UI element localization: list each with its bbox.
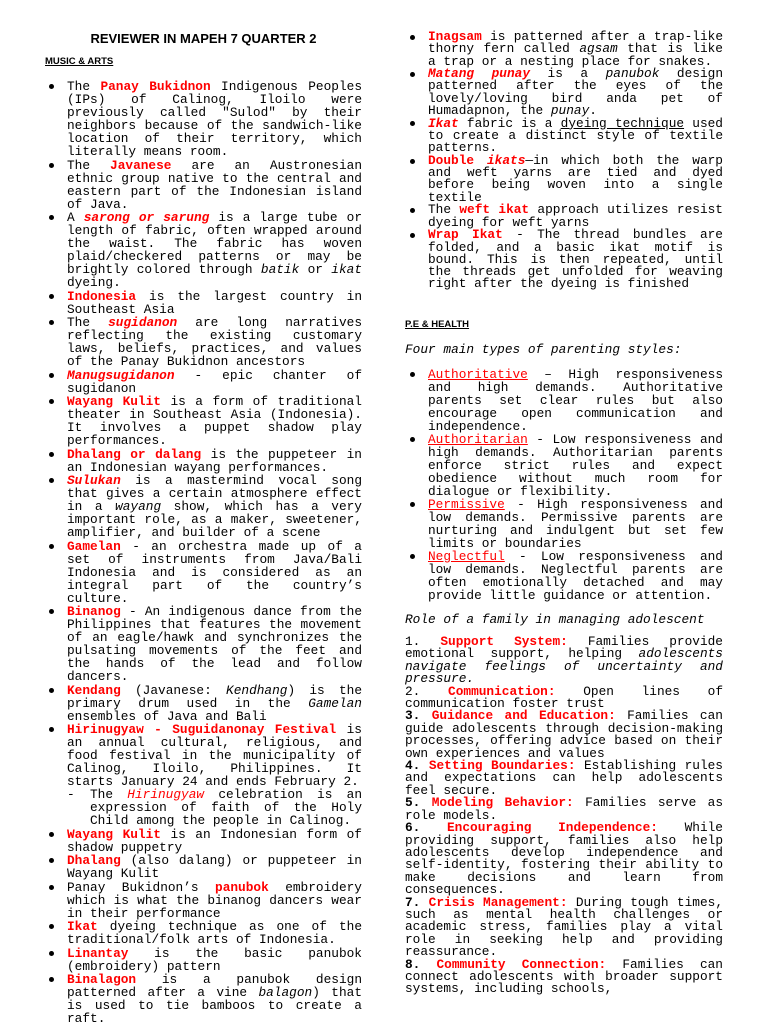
text-run: 2. [405,683,449,699]
text-run: embroidery which is what the binanog dancers wear in their performance [67,879,362,921]
text-run: is a panubok design patterned after a vine [67,972,362,1000]
key-term: Javanese [110,157,172,173]
text-run: 6. [405,820,447,836]
text-run: agsam [579,41,618,57]
list-item [67,540,362,605]
text-run: ) is the primary drum used in the [67,682,363,711]
text-run: or [299,262,332,277]
bullet-icon [410,121,415,126]
key-term: Ikat [428,115,459,131]
key-term: Wayang Kulit [67,826,161,842]
list-item [428,229,723,290]
list-item [428,204,723,229]
text-run: are long narratives reflecting the existing customary laws, beliefs, practices, and values of the Panay Bukidnon ancestors [67,315,362,369]
key-term: Wrap Ikat [428,227,503,243]
list-item [405,956,723,997]
text-run: dyeing. [67,275,121,290]
text-run: is the largest country in Southeast Asia [67,288,362,317]
list-item [405,797,723,822]
bullet-icon [49,544,54,549]
bullet-icon [49,832,54,837]
list-item [67,395,362,447]
bullet-icon [49,452,54,457]
text-run: is an Indonesian form of shadow puppetry [67,826,362,855]
list-item [67,684,362,723]
text-run: (Javanese: [120,682,227,698]
list-item [67,316,362,368]
list-item [428,115,723,156]
text-run: 8. [405,956,437,972]
bullet-icon [49,977,54,982]
family-roles-list [405,636,723,996]
text-run: - epic chanter of sugidanon [67,367,362,396]
list-item [428,433,723,498]
key-term: Wayang Kulit [67,394,161,409]
key-term: Crisis Management: [428,894,568,910]
text-run: Families provide emotional support, helping [405,634,723,662]
text-run: (also dalang) or puppeteer in Wayang Kulit [67,853,362,881]
key-term: Inagsam [428,29,482,44]
list-item [67,605,362,683]
bullet-icon [49,478,54,483]
key-term: Ikat [67,919,98,934]
list-item [428,498,723,550]
text-run: While providing support, families also help adolescents develop independence and self-identity, fostering their ability to make decisions and learn from consequences. [405,820,723,898]
bullet-icon [49,924,54,929]
key-term: Panay Bukidnon [100,79,211,94]
text-run: 5. [405,795,432,811]
key-term: weft ikat [459,202,530,218]
key-term: Manugsugidanon [67,367,175,383]
text-run: The [90,787,128,802]
text-run: 7. [405,894,429,910]
bullet-icon [49,215,54,220]
list-item [67,369,362,395]
key-term: Linantay [67,945,129,961]
bullet-icon [49,399,54,404]
list-item [428,152,723,205]
text-run: ) that is used to tie bamboos to create a raft. [67,985,362,1024]
list-item [428,31,723,68]
key-term: Support System: [440,634,568,649]
text-run: panubok [605,66,660,82]
key-term: Dhalang or dalang [67,446,202,462]
text-run: - High responsiveness and low demands. Permissive parents are nurturing and indulgent but set few limits or boundaries [428,497,723,551]
text-run: ikat [331,262,362,277]
bullet-icon [49,727,54,732]
list-item [405,710,723,760]
key-term: sugidanon [108,315,178,330]
text-run: is the puppeteer in an Indonesian wayang performances. [67,446,362,475]
list-item [428,550,723,602]
dash-marker: - [67,787,75,802]
text-run: – High responsiveness and high demands. Authoritative parents set clear rules but also encourage open communication and independence. [428,367,723,434]
text-run: show, which has a very important role, as a maker, sweetener, amplifier, and builder of a scene [67,499,362,540]
text-run: Kendhang [226,682,288,698]
text-run: that is like a trap or a nesting place for snakes. [428,41,723,69]
text-run: - Low responsiveness and high demands. Authoritarian parents enforce strict rules and expect obedience without much room for dialogue or flexibility. [428,432,723,499]
text-run: - an orchestra made up of a set of instruments from Java/Bali Indonesia and is considered as an integral part of the country’s culture. [67,538,362,606]
text-run: - Low responsiveness and low demands. Neglectful parents are often emotionally detached and may provide little guidance or attention. [428,549,723,603]
bullet-icon [49,951,54,956]
key-term: Community Connection: [436,956,607,972]
bullet-icon [49,609,54,614]
bullet-icon [410,554,415,559]
text-run: ensembles of Java and Bali [67,708,267,724]
text-run: 3. [405,708,432,724]
key-term: Neglectful [428,549,505,564]
list-item [67,973,362,1024]
text-run: - An indigenous dance from the Philippines that features the movement of an eagle/hawk and synchronizes the pulsating movements of the feet and the hands of the lead and follow dancers. [67,604,362,684]
bullet-icon [410,437,415,442]
bullet-icon [49,858,54,863]
key-term: Double [428,152,487,168]
page-title: REVIEWER IN MAPEH 7 QUARTER 2 [90,31,317,46]
text-run: is a large tube or length of fabric, often wrapped around the waist. The fabric has woven plaid/checkered patterns or may be brightly colored through [67,210,362,277]
list-item [405,636,723,686]
key-term: Hirinugyaw - Suguidanonay Festival [67,722,337,737]
key-term: Gamelan [67,538,121,554]
list-item [67,881,362,920]
bullet-icon [410,233,415,238]
section-heading-pe-health: P.E & HEALTH [405,319,470,330]
key-term: Guidance and Education: [431,708,616,724]
key-term: Matang punay [428,66,530,82]
text-run: Families can guide adolescents through decision-making processes, offering advice based on their own experiences and values [405,708,723,761]
bullet-icon [49,294,54,299]
key-term: Hirinugyaw [127,787,205,802]
list-item [405,894,723,960]
text-run: A [67,210,84,225]
list-item [405,822,723,896]
key-term: Binanog [67,604,121,619]
text-run: is an annual cultural, religious, and food festival in the municipality of Calinog, Iloilo, Philippines. It starts January 24 and ends February 2. [67,722,362,789]
parenting-styles-intro: Four main types of parenting styles: [405,342,682,357]
list-item [67,448,362,474]
bullet-icon [410,208,415,213]
list-item [67,159,362,211]
list-item [67,290,362,316]
text-run: The [428,202,460,218]
key-term: Modeling Behavior: [431,795,574,811]
text-run: Panay Bukidnon’s [67,879,216,895]
list-item [67,723,362,827]
text-run: approach utilizes resist dyeing for weft yarns [428,202,723,230]
list-item [67,80,362,158]
list-item [405,760,723,797]
text-run: design patterned after the eyes of the lovely/loving bird anda pet of Humadapnon, the [428,66,723,119]
text-run: —in which both the warp and weft yarns are tied and dyed before being woven into a single textile [428,152,723,205]
text-run: balagon [258,985,313,1000]
key-term: panubok [215,879,269,895]
text-run: . [589,103,597,119]
key-term: Kendang [67,682,121,698]
bullet-icon [410,502,415,507]
list-item [67,947,362,973]
key-term: Indonesia [67,288,137,304]
list-item [67,920,362,946]
list-item [67,828,362,854]
bullet-icon [410,159,415,164]
text-run: Gamelan [308,695,362,711]
text-run: is a [530,66,606,82]
list-item [405,683,723,712]
bullet-icon [410,72,415,77]
key-term: Authoritarian [428,432,528,447]
section-heading-music-arts: MUSIC & ARTS [45,56,114,67]
music-arts-list [67,80,362,1024]
key-term: Encouraging Independence: [447,820,658,836]
text-run: is a mastermind vocal song that gives a certain atmosphere effect in a [67,473,362,514]
text-run: Indigenous Peoples (IPs) of Calinog, Iloilo were previously called "Sulod" by their neighbors because of the sandwich-like location of their territory, which literally means room. [67,79,363,159]
list-item [67,854,362,880]
text-run: Establishing rules and expectations can help adolescents feel secure. [405,758,723,798]
bullet-icon [49,320,54,325]
bullet-icon [49,163,54,168]
text-run: Families serve as role models. [405,795,724,823]
bullet-icon [410,35,415,40]
list-item [67,474,362,539]
key-term: sarong or sarung [83,210,210,225]
text-run: is the basic panubok (embroidery) pattern [67,945,362,974]
key-term: Permissive [428,497,505,512]
key-term: Sulukan [67,473,121,488]
key-term: Dhalang [67,853,121,868]
text-run: adolescents navigate feelings of uncertainty and pressure. [405,646,723,687]
list-item [428,68,723,117]
parenting-styles-list [428,368,723,602]
text-run: fabric is a [458,115,561,131]
text-run: dyeing technique [560,115,685,131]
text-run: wayang [115,499,162,514]
key-term: Communication: [448,683,556,699]
text-run: The [67,79,101,94]
list-item [67,211,362,289]
key-term: Authoritative [428,367,528,382]
text-run: dyeing technique as one of the traditional/folk arts of Indonesia. [67,919,362,947]
bullet-icon [410,372,415,377]
bullet-icon [49,84,54,89]
family-role-intro: Role of a family in managing adolescent [405,612,705,627]
text-run: punay [550,103,590,119]
textile-terms-list [428,31,723,291]
text-run: The [67,157,111,173]
bullet-icon [49,885,54,890]
text-run: used to create a distinct style of textile patterns. [428,115,723,156]
bullet-icon [49,373,54,378]
text-run: Open lines of communication foster trust [405,683,723,712]
text-run: The [67,315,109,330]
text-run: batik [260,262,300,277]
key-term: Binalagon [67,972,137,987]
text-run: are an Austronesian ethnic group native to the central and eastern part of the Indonesian island of Java. [67,157,362,212]
text-run: Families can connect adolescents with broader support systems, including schools, [405,956,723,997]
text-run: During tough times, such as mental health challenges or academic stress, families play a vital role in seeking help and providing reassurance. [405,894,723,960]
text-run: - The thread bundles are folded, and a basic ikat motif is bound. This is then repeated, until the threads get unfolded for weaving right after the dyeing is finished [428,227,723,292]
list-item [428,368,723,433]
key-term: Setting Boundaries: [428,758,576,774]
text-run: 4. [405,758,429,774]
text-run: 1. [405,634,441,649]
key-term: ikats [487,152,526,168]
bullet-icon [49,688,54,693]
sub-list-item [67,788,362,827]
text-run: is a form of traditional theater in Southeast Asia (Indonesia). It involves a puppet shadow play performances. [67,394,362,448]
text-run: celebration is an expression of faith of the Holy Child among the people in Calinog. [90,787,362,828]
text-run: is patterned after a trap-like thorny fern called [428,29,723,57]
